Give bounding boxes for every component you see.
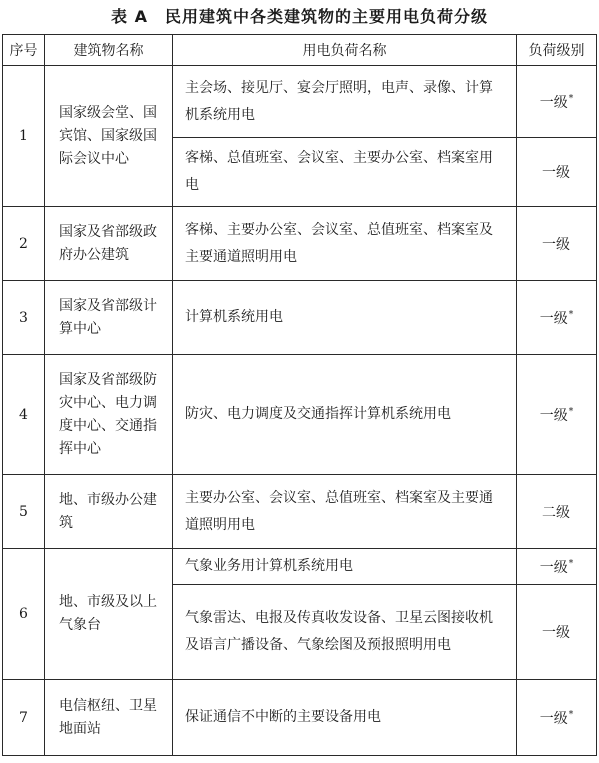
row-level: 一级* <box>517 549 597 585</box>
row-building: 国家及省部级计算中心 <box>45 281 173 355</box>
table-row <box>3 281 597 355</box>
row-seq: 3 <box>3 281 45 355</box>
row-level: 一级 <box>517 138 597 207</box>
row-level: 一级* <box>517 355 597 475</box>
asterisk-mark: * <box>568 406 574 417</box>
header-load: 用电负荷名称 <box>173 35 517 66</box>
header-row <box>3 35 597 66</box>
row-seq: 5 <box>3 475 45 549</box>
row-seq: 7 <box>3 680 45 756</box>
row-load: 计算机系统用电 <box>173 281 517 355</box>
row-load: 气象业务用计算机系统用电 <box>173 549 517 585</box>
row-building: 地、市级及以上气象台 <box>45 549 173 680</box>
row-level: 一级* <box>517 66 597 138</box>
load-classification-table <box>2 34 597 756</box>
asterisk-mark: * <box>568 709 574 720</box>
row-seq: 1 <box>3 66 45 207</box>
header-level: 负荷级别 <box>517 35 597 66</box>
table-row <box>3 207 597 281</box>
row-building: 国家级会堂、国宾馆、国家级国际会议中心 <box>45 66 173 207</box>
asterisk-mark: * <box>568 93 574 104</box>
row-level: 一级 <box>517 207 597 281</box>
row-level: 一级 <box>517 585 597 680</box>
row-load: 气象雷达、电报及传真收发设备、卫星云图接收机及语言广播设备、气象绘图及预报照明用电 <box>173 585 517 680</box>
table-row <box>3 680 597 756</box>
asterisk-mark: * <box>568 558 574 569</box>
row-load: 主会场、接见厅、宴会厅照明，电声、录像、计算机系统用电 <box>173 66 517 138</box>
row-building: 地、市级办公建筑 <box>45 475 173 549</box>
row-building: 国家及省部级政府办公建筑 <box>45 207 173 281</box>
row-building: 国家及省部级防灾中心、电力调度中心、交通指挥中心 <box>45 355 173 475</box>
table-row <box>3 475 597 549</box>
table-row <box>3 66 597 138</box>
row-seq: 2 <box>3 207 45 281</box>
row-level: 二级 <box>517 475 597 549</box>
row-load: 客梯、总值班室、会议室、主要办公室、档案室用电 <box>173 138 517 207</box>
header-seq: 序号 <box>3 35 45 66</box>
row-load: 主要办公室、会议室、总值班室、档案室及主要通道照明用电 <box>173 475 517 549</box>
row-seq: 4 <box>3 355 45 475</box>
table-title: 表 A 民用建筑中各类建筑物的主要用电负荷分级 <box>111 7 488 26</box>
header-building: 建筑物名称 <box>45 35 173 66</box>
row-level: 一级* <box>517 281 597 355</box>
row-load: 客梯、主要办公室、会议室、总值班室、档案室及主要通道照明用电 <box>173 207 517 281</box>
table-row <box>3 355 597 475</box>
asterisk-mark: * <box>568 309 574 320</box>
row-building: 电信枢纽、卫星地面站 <box>45 680 173 756</box>
row-load: 保证通信不中断的主要设备用电 <box>173 680 517 756</box>
row-level: 一级* <box>517 680 597 756</box>
row-load: 防灾、电力调度及交通指挥计算机系统用电 <box>173 355 517 475</box>
row-seq: 6 <box>3 549 45 680</box>
table-row <box>3 549 597 585</box>
